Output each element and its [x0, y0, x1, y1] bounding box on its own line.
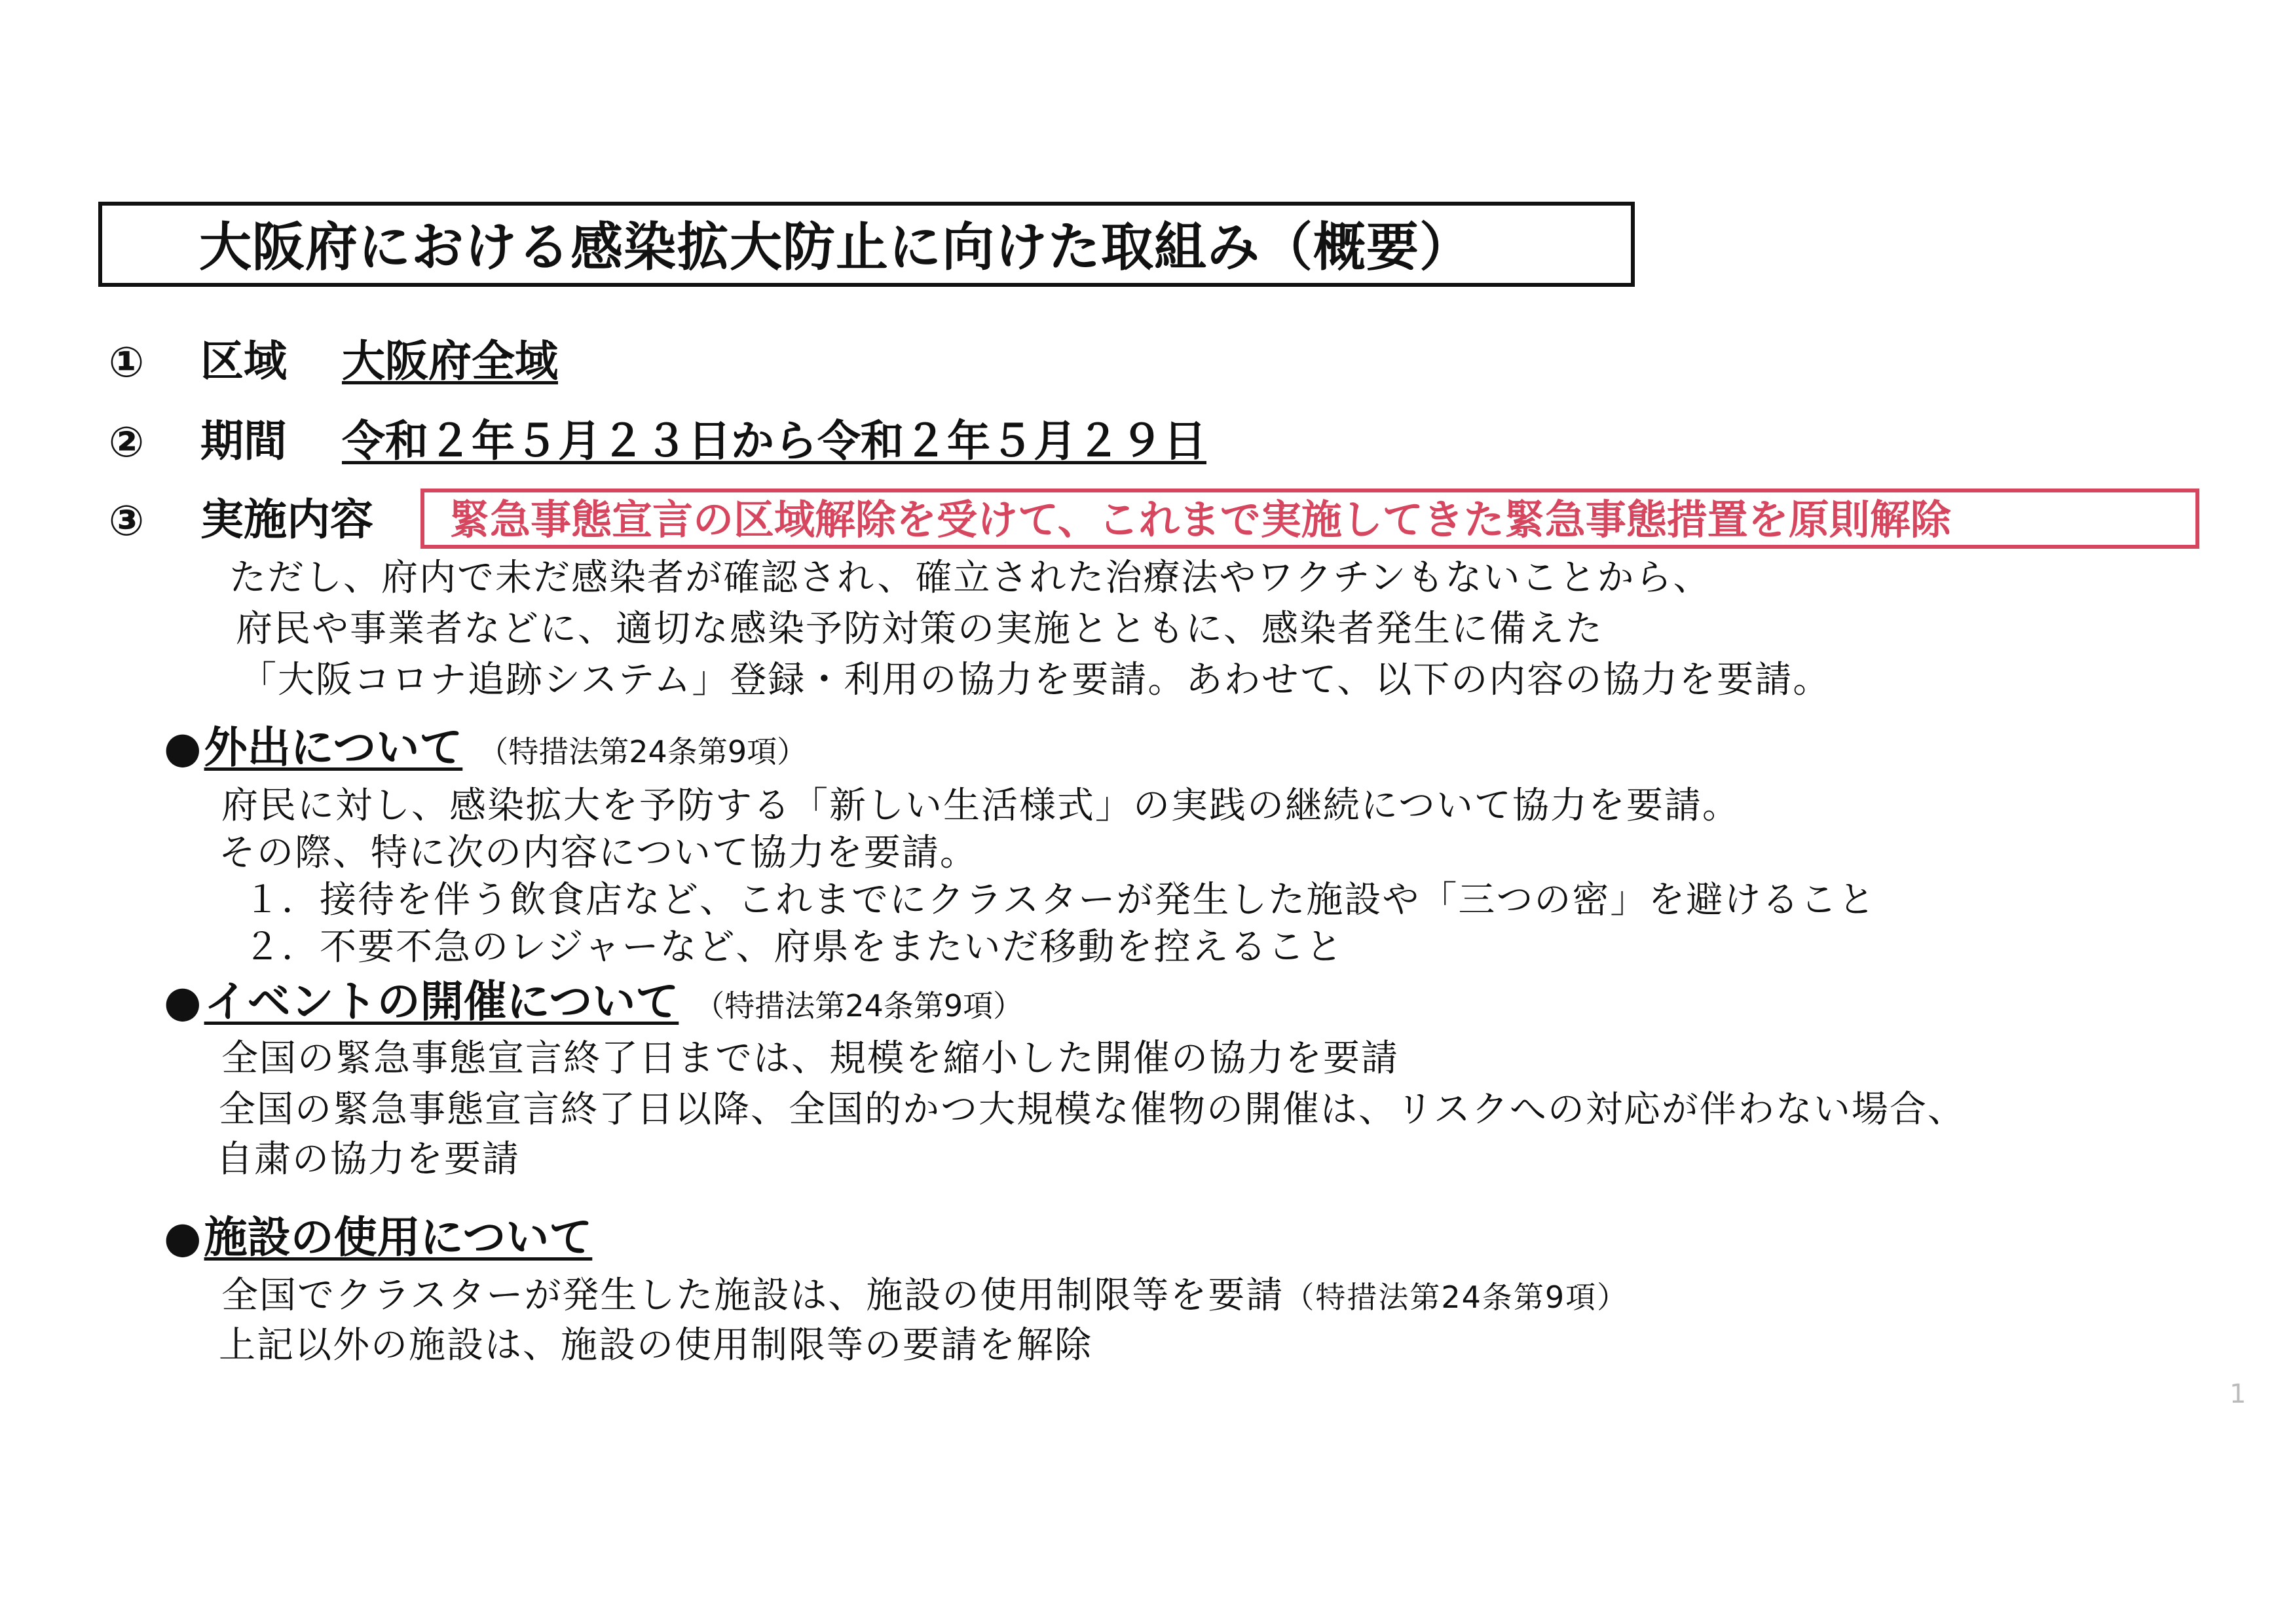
title-box [98, 202, 1635, 287]
item-2-label: 期間 [200, 416, 287, 466]
item-1-label: 区域 [200, 336, 287, 386]
bullet-icon: ● [164, 976, 202, 1027]
highlight-text: 緊急事態宣言の区域解除を受けて、これまで実施してきた緊急事態措置を原則解除 [449, 496, 1951, 544]
intro-line-1: ただし、府内で未だ感染者が確認され、確立された治療法やワクチンもないことから、 [229, 557, 1711, 599]
section-facility-line-1-text: 全国でクラスターが発生した施設は、施設の使用制限等を要請 [221, 1274, 1284, 1317]
section-facility-line-2: 上記以外の施設は、施設の使用制限等の要請を解除 [219, 1324, 1092, 1367]
item-2-value: 令和２年５月２３日から令和２年５月２９日 [342, 416, 1206, 466]
section-outing-line-2: その際、特に次の内容について協力を要請。 [219, 832, 978, 874]
item-2-number: ② [109, 418, 145, 467]
section-event-title: イベントの開催について [204, 976, 679, 1027]
section-outing-heading [164, 722, 807, 778]
bullet-icon: ● [164, 722, 202, 773]
intro-line-2: 府民や事業者などに、適切な感染予防対策の実施とともに、感染者発生に備えた [236, 608, 1603, 650]
section-event-heading [164, 976, 1023, 1032]
section-facility-heading [164, 1211, 592, 1264]
section-facility-title: 施設の使用について [204, 1212, 593, 1263]
item-1-value: 大阪府全域 [342, 336, 558, 386]
item-1-number: ① [109, 339, 145, 387]
section-outing-line-3: １．接待を伴う飲食店など、これまでにクラスターが発生した施設や「三つの密」を避けること [244, 879, 1876, 921]
section-facility-line-1-note: （特措法第24条第9項） [1284, 1280, 1629, 1315]
section-event-line-2: 全国の緊急事態宣言終了日以降、全国的かつ大規模な催物の開催は、リスクへの対応が伴わない場合、 [219, 1088, 1966, 1131]
section-event-line-1: 全国の緊急事態宣言終了日までは、規模を縮小した開催の協力を要請 [221, 1037, 1399, 1080]
section-facility-line-1 [221, 1273, 1628, 1320]
bullet-icon: ● [164, 1212, 202, 1263]
section-outing-line-1: 府民に対し、感染拡大を予防する「新しい生活様式」の実践の継続について協力を要請。 [221, 784, 1740, 827]
highlight-box [420, 489, 2199, 549]
section-event-note: （特措法第24条第9項） [694, 988, 1024, 1024]
page-title: 大阪府における感染拡大防止に向けた取組み（概要） [199, 217, 1472, 278]
item-3-number: ③ [109, 497, 145, 545]
item-3-label: 実施内容 [200, 494, 373, 545]
section-outing-note: （特措法第24条第9項） [478, 734, 808, 769]
section-outing-title: 外出について [204, 722, 463, 773]
section-event-line-3: 自粛の協力を要請 [216, 1138, 520, 1181]
page-number: 1 [2230, 1379, 2247, 1409]
intro-line-3: 「大阪コロナ追跡システム」登録・利用の協力を要請。あわせて、以下の内容の協力を要請。 [240, 659, 1831, 701]
section-outing-line-4: ２．不要不急のレジャーなど、府県をまたいだ移動を控えること [244, 926, 1344, 969]
